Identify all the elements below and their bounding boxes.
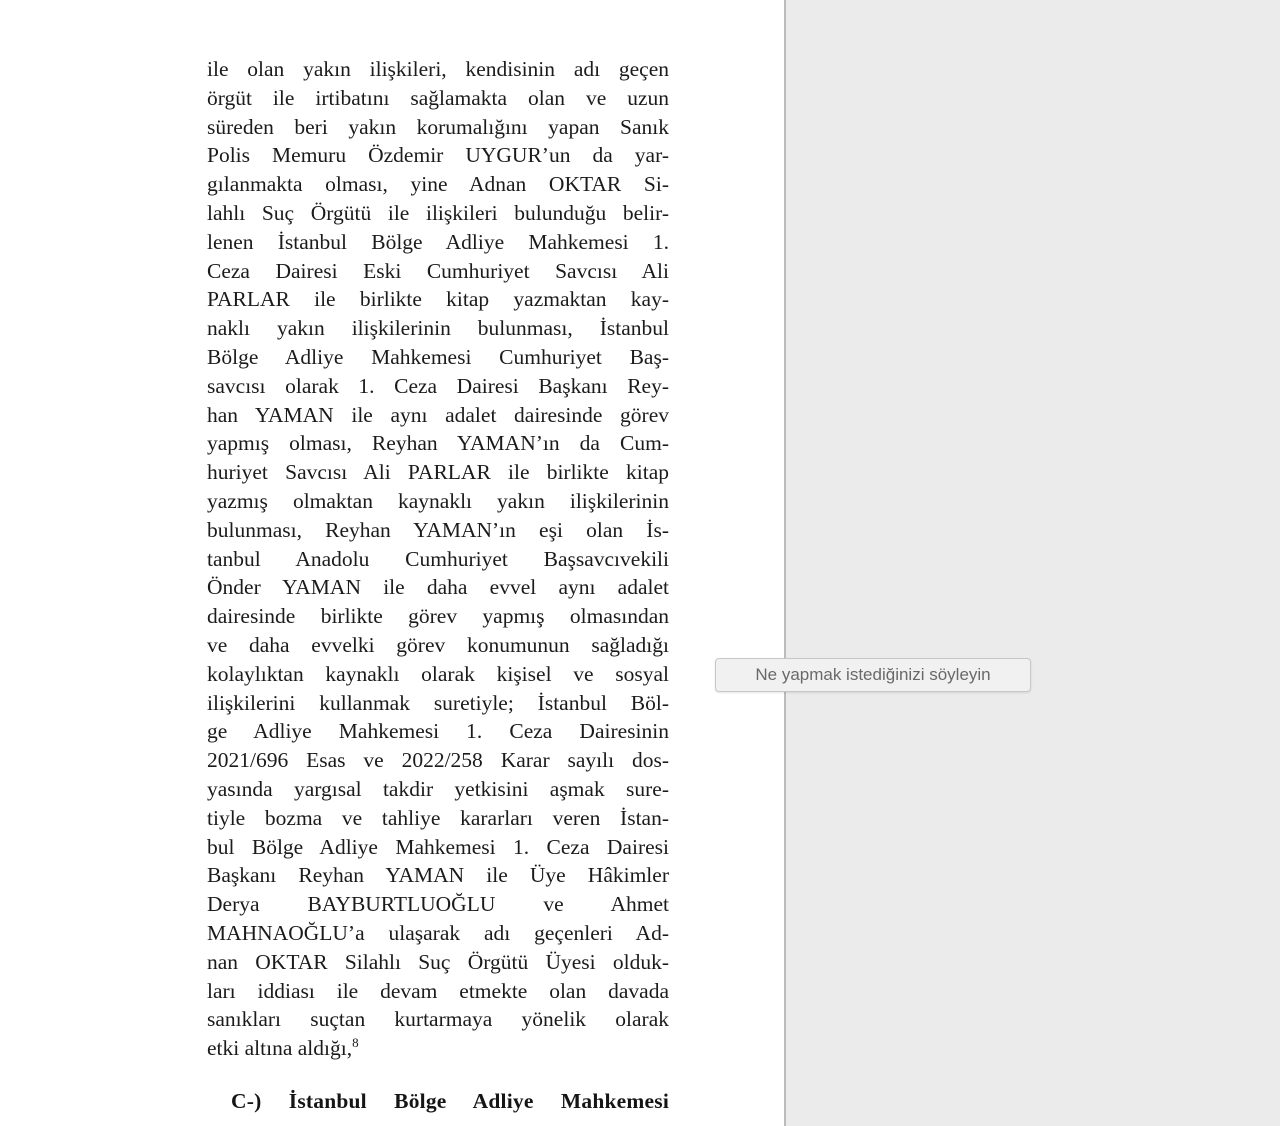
text-line: yapmış olması, Reyhan YAMAN’ın da Cum- [207, 431, 669, 456]
text-line: yasında yargısal takdir yetkisini aşmak sure- [207, 776, 669, 801]
footnote-marker: 8 [352, 1034, 359, 1050]
text-line: PARLAR ile birlikte kitap yazmaktan kay- [207, 287, 669, 312]
text-line: ilişkilerini kullanmak suretiyle; İstanbul Böl- [207, 690, 669, 715]
text-line: nan OKTAR Silahlı Suç Örgütü Üyesi olduk- [207, 949, 669, 974]
text-line: Başkanı Reyhan YAMAN ile Üye Hâkimler [207, 863, 669, 888]
text-line: savcısı olarak 1. Ceza Dairesi Başkanı Rey- [207, 373, 669, 398]
text-line: bulunması, Reyhan YAMAN’ın eşi olan İs- [207, 517, 669, 542]
text-line: han YAMAN ile aynı adalet dairesinde görev [207, 402, 669, 427]
text-line: süreden beri yakın korumalığını yapan Sanık [207, 114, 669, 139]
text-line: dairesinde birlikte görev yapmış olmasından [207, 604, 669, 629]
text-line: 2021/696 Esas ve 2022/258 Karar sayılı dos- [207, 748, 669, 773]
text-line: etki altına aldığı,$^8$ [207, 1034, 359, 1061]
tell-me-prompt-label: Ne yapmak istediğinizi söyleyin [755, 665, 991, 684]
text-line: Ceza Dairesi Eski Cumhuriyet Savcısı Ali [207, 258, 669, 283]
text-line: lahlı Suç Örgütü ile ilişkileri bulunduğu belir- [207, 200, 669, 225]
text-line: ve daha evvelki görev konumunun sağladığı [207, 632, 669, 657]
text-line: tanbul Anadolu Cumhuriyet Başsavcıvekili [207, 546, 669, 571]
text-line: örgüt ile irtibatını sağlamakta olan ve uzun [207, 85, 669, 110]
text-column [207, 55, 669, 1116]
text-line: ile olan yakın ilişkileri, kendisinin adı geçen [207, 57, 669, 81]
side-panel [784, 0, 1280, 1126]
text-line: Polis Memuru Özdemir UYGUR’un da yar- [207, 143, 669, 168]
text-line: yazmış olmaktan kaynaklı yakın ilişkilerinin [207, 488, 669, 513]
paragraph [207, 55, 669, 1063]
text-line: Önder YAMAN ile daha evvel aynı adalet [207, 575, 669, 600]
text-line: ları iddiası ile devam etmekte olan davada [207, 978, 669, 1003]
text-line: Derya BAYBURTLUOĞLU ve Ahmet [207, 892, 669, 917]
text-line: kolaylıktan kaynaklı olarak kişisel ve sosyal [207, 661, 669, 686]
text-line: tiyle bozma ve tahliye kararları veren İstan- [207, 805, 669, 830]
text-line: lenen İstanbul Bölge Adliye Mahkemesi 1. [207, 229, 669, 254]
section-heading: C-) İstanbul Bölge Adliye Mahkemesi [231, 1088, 669, 1113]
text-line: huriyet Savcısı Ali PARLAR ile birlikte kitap [207, 460, 669, 485]
text-line: Bölge Adliye Mahkemesi Cumhuriyet Baş- [207, 344, 669, 369]
tell-me-prompt[interactable] [715, 658, 1031, 692]
text-line: ge Adliye Mahkemesi 1. Ceza Dairesinin [207, 719, 669, 744]
text-line: gılanmakta olması, yine Adnan OKTAR Si- [207, 172, 669, 197]
text-line: MAHNAOĞLU’a ulaşarak adı geçenleri Ad- [207, 920, 669, 945]
text-line: sanıkları suçtan kurtarmaya yönelik olarak [207, 1007, 669, 1032]
text-line: naklı yakın ilişkilerinin bulunması, İstanbul [207, 316, 669, 341]
text-line: bul Bölge Adliye Mahkemesi 1. Ceza Dairesi [207, 834, 669, 859]
